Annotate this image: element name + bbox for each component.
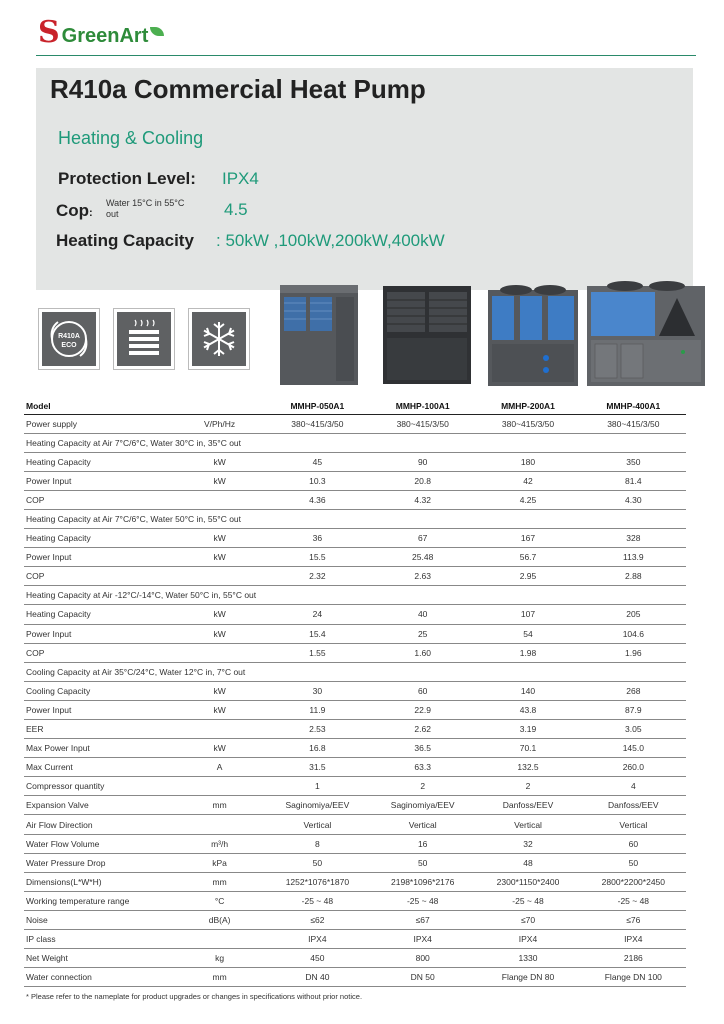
logo-s-mark: S [38,15,60,50]
table-row [24,700,686,719]
table-cell: 113.9 [581,548,686,567]
table-cell: 24 [265,605,370,624]
r410a-eco-icon [38,308,100,370]
spec-table [24,398,686,987]
table-cell: 32 [475,834,580,853]
table-header-cell: MMHP-050A1 [265,398,370,414]
table-cell: 104.6 [581,624,686,643]
table-cell: 31.5 [265,758,370,777]
table-section-row [24,509,686,528]
leaf-icon [150,27,164,36]
table-cell: IPX4 [581,930,686,949]
table-cell: 56.7 [475,548,580,567]
table-cell: 1.96 [581,643,686,662]
table-cell: 25 [370,624,475,643]
table-cell: kPa [174,853,264,872]
table-cell: Saginomiya/EEV [370,796,475,815]
page-subtitle: Heating & Cooling [58,128,204,148]
table-cell: 2 [370,777,475,796]
table-cell: 20.8 [370,471,475,490]
table-cell: 60 [581,834,686,853]
table-cell: 1 [265,777,370,796]
table-cell: 2.53 [265,720,370,739]
table-cell: Saginomiya/EEV [265,796,370,815]
table-row [24,624,686,643]
table-cell: 2.95 [475,567,580,586]
table-cell: COP [24,643,174,662]
table-row [24,758,686,777]
table-section-cell: Heating Capacity at Air 7°C/6°C, Water 30°C in, 35°C out [24,433,686,452]
table-cell: Power Input [24,548,174,567]
table-cell: 2.88 [581,567,686,586]
table-cell: Power Input [24,700,174,719]
table-cell: 205 [581,605,686,624]
table-cell: kg [174,949,264,968]
table-cell [174,643,264,662]
table-cell: 50 [265,853,370,872]
table-cell: Power supply [24,414,174,433]
table-cell: Danfoss/EEV [581,796,686,815]
table-cell: kW [174,471,264,490]
protection-value: IPX4 [222,169,259,188]
table-cell: 380~415/3/50 [265,414,370,433]
capacity-label: Heating Capacity [56,231,194,250]
table-cell: 60 [370,681,475,700]
table-cell: 87.9 [581,700,686,719]
table-cell: 2.32 [265,567,370,586]
table-cell: Water connection [24,968,174,987]
table-cell: 3.19 [475,720,580,739]
table-section-cell: Heating Capacity at Air -12°C/-14°C, Water 50°C in, 55°C out [24,586,686,605]
table-cell: ≤62 [265,910,370,929]
table-cell: 2.62 [370,720,475,739]
table-cell: Flange DN 80 [475,968,580,987]
table-cell: kW [174,700,264,719]
table-cell: mm [174,872,264,891]
table-cell: mm [174,968,264,987]
table-cell: 140 [475,681,580,700]
table-cell: Compressor quantity [24,777,174,796]
table-section-row [24,586,686,605]
table-cell [174,567,264,586]
table-cell: -25 ~ 48 [265,891,370,910]
table-cell: 10.3 [265,471,370,490]
table-cell: 450 [265,949,370,968]
table-cell: 8 [265,834,370,853]
table-header-cell: Model [24,398,174,414]
table-row [24,891,686,910]
logo-art: Art [119,24,149,47]
table-row [24,471,686,490]
brand-logo [38,14,164,52]
heating-coil-icon [113,308,175,370]
protection-label: Protection Level: [58,169,196,188]
table-cell: 145.0 [581,739,686,758]
table-cell: Air Flow Direction [24,815,174,834]
table-cell: 268 [581,681,686,700]
table-cell: 30 [265,681,370,700]
table-cell: ≤70 [475,910,580,929]
table-cell: Heating Capacity [24,605,174,624]
table-cell: 36 [265,529,370,548]
table-header-row [24,398,686,414]
table-cell: Water Pressure Drop [24,853,174,872]
table-cell: DN 40 [265,968,370,987]
table-cell: Vertical [475,815,580,834]
table-cell: 48 [475,853,580,872]
table-header-cell: MMHP-200A1 [475,398,580,414]
table-cell: Vertical [265,815,370,834]
table-cell: 16.8 [265,739,370,758]
capacity-value: : 50kW ,100kW,200kW,400kW [216,231,445,250]
table-row [24,853,686,872]
table-cell: 380~415/3/50 [370,414,475,433]
table-cell: 70.1 [475,739,580,758]
table-cell [174,815,264,834]
table-cell: 1252*1076*1870 [265,872,370,891]
table-row [24,872,686,891]
logo-wordmark [62,25,149,48]
table-row [24,834,686,853]
table-cell: V/Ph/Hz [174,414,264,433]
table-cell: ≤67 [370,910,475,929]
table-cell: 328 [581,529,686,548]
table-cell: 45 [265,452,370,471]
table-cell: 11.9 [265,700,370,719]
table-cell: 2186 [581,949,686,968]
table-cell: -25 ~ 48 [475,891,580,910]
table-cell: 260.0 [581,758,686,777]
table-cell: 50 [370,853,475,872]
table-cell: 167 [475,529,580,548]
table-cell: COP [24,567,174,586]
table-cell: DN 50 [370,968,475,987]
table-cell: 1.98 [475,643,580,662]
table-cell: 22.9 [370,700,475,719]
table-row [24,720,686,739]
table-cell: Working temperature range [24,891,174,910]
table-cell: 800 [370,949,475,968]
table-cell: 25.48 [370,548,475,567]
table-cell: 1.60 [370,643,475,662]
table-cell: 2 [475,777,580,796]
table-row [24,949,686,968]
table-cell: 107 [475,605,580,624]
table-cell: 180 [475,452,580,471]
table-cell: 1.55 [265,643,370,662]
table-cell: Vertical [581,815,686,834]
table-cell: 54 [475,624,580,643]
table-cell: Cooling Capacity [24,681,174,700]
table-cell: EER [24,720,174,739]
table-cell [174,930,264,949]
table-cell: 3.05 [581,720,686,739]
table-cell: 4.25 [475,490,580,509]
table-cell: 15.4 [265,624,370,643]
table-cell: kW [174,605,264,624]
table-cell [174,777,264,796]
table-header-cell [174,398,264,414]
table-row [24,643,686,662]
table-cell [174,490,264,509]
table-cell: 132.5 [475,758,580,777]
table-header-cell: MMHP-100A1 [370,398,475,414]
table-cell: Danfoss/EEV [475,796,580,815]
table-cell: 4 [581,777,686,796]
table-cell: 63.3 [370,758,475,777]
table-cell: Heating Capacity [24,529,174,548]
table-cell: 380~415/3/50 [581,414,686,433]
table-cell: kW [174,739,264,758]
eco-bottom-text: ECO [61,342,77,349]
table-cell: 2.63 [370,567,475,586]
page-title: R410a Commercial Heat Pump [50,74,426,104]
table-row [24,490,686,509]
cop-label-text: Cop [56,201,90,220]
table-cell: IPX4 [265,930,370,949]
hero-panel [36,68,693,290]
table-row [24,777,686,796]
table-cell: kW [174,452,264,471]
table-cell: IP class [24,930,174,949]
table-row [24,681,686,700]
table-cell: IPX4 [370,930,475,949]
table-cell: kW [174,624,264,643]
table-cell: Net Weight [24,949,174,968]
table-cell: COP [24,490,174,509]
table-cell: ≤76 [581,910,686,929]
table-cell: -25 ~ 48 [581,891,686,910]
table-cell: m³/h [174,834,264,853]
table-cell: 2198*1096*2176 [370,872,475,891]
table-cell: 2300*1150*2400 [475,872,580,891]
table-section-row [24,433,686,452]
table-section-row [24,662,686,681]
table-cell: kW [174,548,264,567]
footnote: * Please refer to the nameplate for product upgrades or changes in specifications without prior notice. [26,992,363,1001]
table-cell: 16 [370,834,475,853]
table-cell: 90 [370,452,475,471]
table-cell: Noise [24,910,174,929]
table-cell: 2800*2200*2450 [581,872,686,891]
cop-label [56,201,93,221]
table-cell: Expansion Valve [24,796,174,815]
cop-note: Water 15°C in 55°C out [106,198,185,219]
table-cell: 15.5 [265,548,370,567]
table-row [24,815,686,834]
table-cell: kW [174,681,264,700]
table-row [24,930,686,949]
table-row [24,567,686,586]
table-cell: -25 ~ 48 [370,891,475,910]
table-cell: IPX4 [475,930,580,949]
table-cell: 4.32 [370,490,475,509]
table-cell: Power Input [24,624,174,643]
table-cell: 4.30 [581,490,686,509]
table-row [24,968,686,987]
table-cell: Flange DN 100 [581,968,686,987]
table-cell: Water Flow Volume [24,834,174,853]
cop-value: 4.5 [224,200,248,219]
eco-top-text: R410A [58,333,80,340]
table-cell: A [174,758,264,777]
table-cell: kW [174,529,264,548]
table-row [24,910,686,929]
table-cell: 50 [581,853,686,872]
table-cell: Dimensions(L*W*H) [24,872,174,891]
table-row [24,548,686,567]
cop-colon: : [89,207,93,219]
logo-green: Green [61,24,120,47]
table-cell [174,720,264,739]
table-cell: mm [174,796,264,815]
table-cell: Power Input [24,471,174,490]
table-cell: dB(A) [174,910,264,929]
table-cell: Heating Capacity [24,452,174,471]
table-section-cell: Heating Capacity at Air 7°C/6°C, Water 50°C in, 55°C out [24,509,686,528]
table-cell: 67 [370,529,475,548]
table-cell: 350 [581,452,686,471]
table-cell: 43.8 [475,700,580,719]
table-row [24,605,686,624]
table-cell: 4.36 [265,490,370,509]
table-header-cell: MMHP-400A1 [581,398,686,414]
table-cell: Vertical [370,815,475,834]
table-cell: 380~415/3/50 [475,414,580,433]
table-cell: °C [174,891,264,910]
table-section-cell: Cooling Capacity at Air 35°C/24°C, Water 12°C in, 7°C out [24,662,686,681]
table-row [24,414,686,433]
table-row [24,529,686,548]
table-cell: Max Current [24,758,174,777]
table-row [24,739,686,758]
table-cell: 42 [475,471,580,490]
table-cell: Max Power Input [24,739,174,758]
table-cell: 1330 [475,949,580,968]
table-row [24,796,686,815]
table-row [24,452,686,471]
header-divider [36,55,696,56]
table-cell: 36.5 [370,739,475,758]
table-cell: 40 [370,605,475,624]
table-cell: 81.4 [581,471,686,490]
snowflake-icon [188,308,250,370]
